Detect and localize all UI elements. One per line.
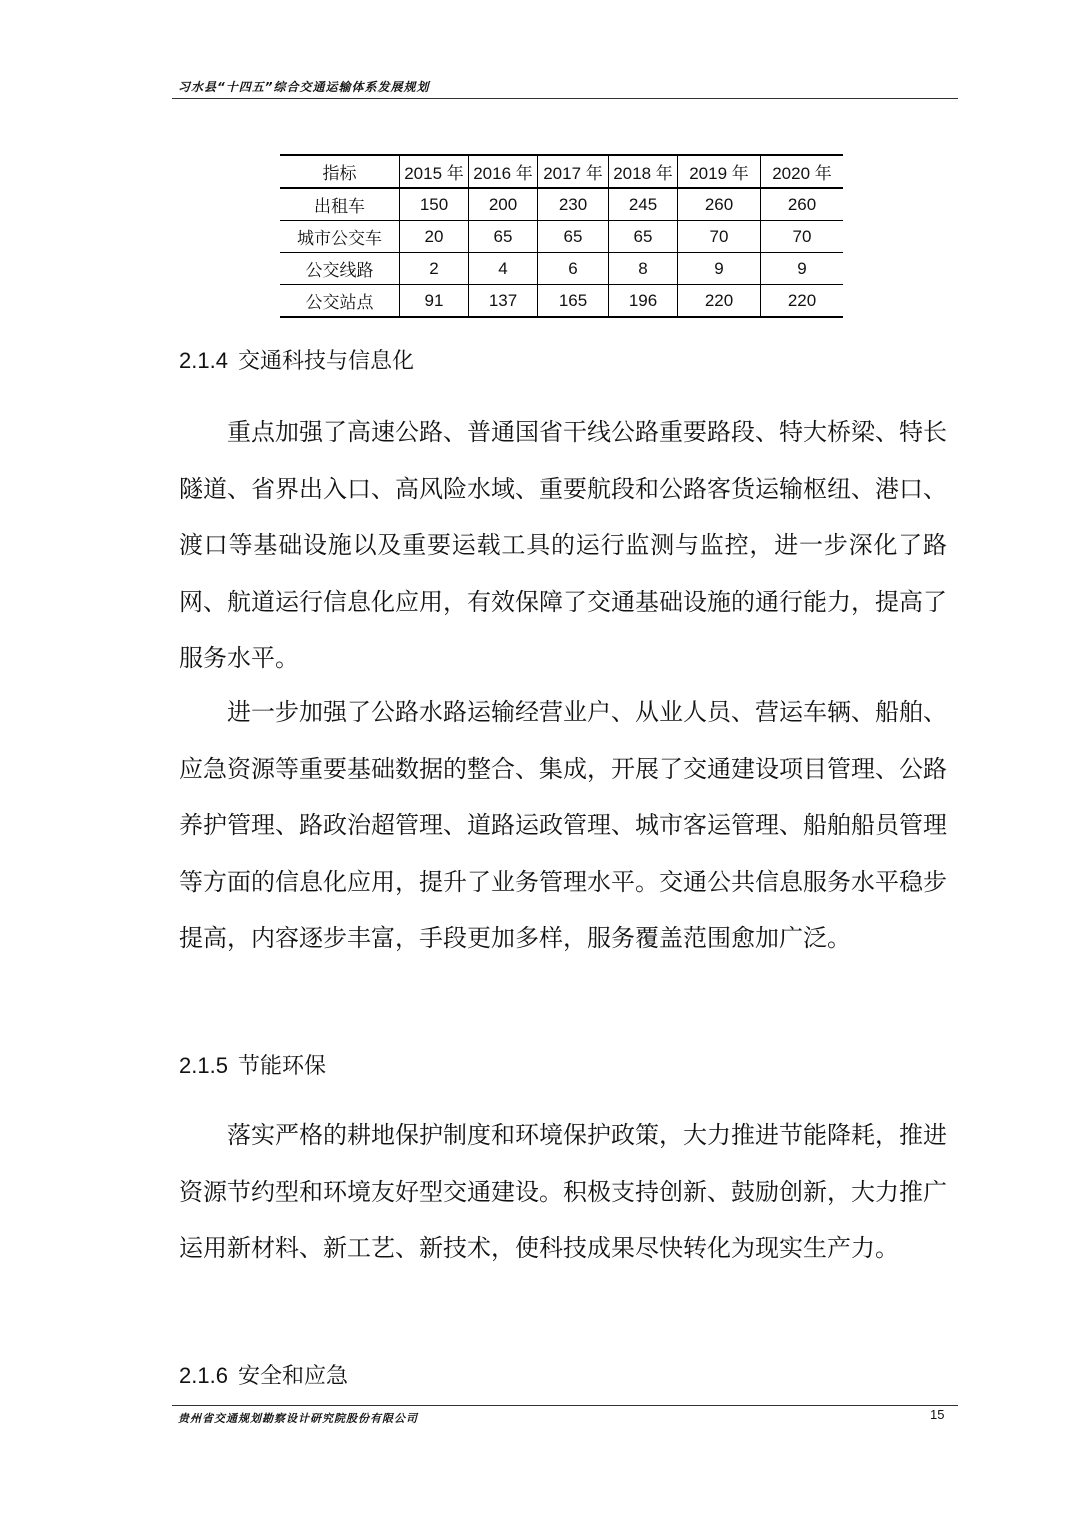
table-cell: 8 <box>609 253 678 285</box>
section-title: 节能环保 <box>237 1054 326 1079</box>
table-row <box>280 188 843 221</box>
table-header-cell: 2018 年 <box>609 155 678 188</box>
section-number: 2.1.5 <box>179 1053 228 1078</box>
body-paragraph: 进一步加强了公路水路运输经营业户、从业人员、营运车辆、船舶、应急资源等重要基础数据的整合、集成，开展了交通建设项目管理、公路养护管理、路政治超管理、道路运政管理、城市客运管理、船舶船员管理等方面的信息化应用，提升了业务管理水平。交通公共信息服务水平稳步提高，内容逐步丰富，手段更加多样，服务覆盖范围愈加广泛。 <box>179 698 947 952</box>
table-cell: 260 <box>761 188 844 221</box>
table-cell: 137 <box>469 285 538 318</box>
table-header-cell: 2017 年 <box>538 155 609 188</box>
table-header-cell: 2015 年 <box>400 155 469 188</box>
table-cell: 6 <box>538 253 609 285</box>
table-cell: 91 <box>400 285 469 318</box>
table-cell: 出租车 <box>280 188 400 221</box>
transit-stats-table <box>280 154 843 318</box>
table-cell: 9 <box>761 253 844 285</box>
table-cell: 70 <box>678 221 761 253</box>
table-cell: 70 <box>761 221 844 253</box>
section-heading-2-1-6 <box>179 1359 348 1390</box>
table-cell: 城市公交车 <box>280 221 400 253</box>
table-cell: 20 <box>400 221 469 253</box>
table-cell: 260 <box>678 188 761 221</box>
table-cell: 65 <box>609 221 678 253</box>
table-cell: 4 <box>469 253 538 285</box>
table-row <box>280 285 843 318</box>
table-cell: 2 <box>400 253 469 285</box>
table-header-row <box>280 155 843 188</box>
table-cell: 220 <box>678 285 761 318</box>
running-header-title: 习水县“十四五”综合交通运输体系发展规划 <box>178 80 430 94</box>
table-cell: 150 <box>400 188 469 221</box>
table-cell: 220 <box>761 285 844 318</box>
table-header-cell: 2016 年 <box>469 155 538 188</box>
section-number: 2.1.6 <box>179 1363 228 1388</box>
table-header-cell: 2019 年 <box>678 155 761 188</box>
table-cell: 200 <box>469 188 538 221</box>
table-cell: 230 <box>538 188 609 221</box>
table-header-cell: 2020 年 <box>761 155 844 188</box>
section-number: 2.1.4 <box>179 348 228 373</box>
section-heading-2-1-4 <box>179 344 414 375</box>
footer-rule <box>172 1405 958 1406</box>
table-cell: 公交线路 <box>280 253 400 285</box>
table-cell: 65 <box>469 221 538 253</box>
page-number: 15 <box>930 1407 945 1422</box>
table-cell: 165 <box>538 285 609 318</box>
body-paragraph: 重点加强了高速公路、普通国省干线公路重要路段、特大桥梁、特长隧道、省界出入口、高风险水域、重要航段和公路客货运输枢纽、港口、渡口等基础设施以及重要运载工具的运行监测与监控，进一步深化了路网、航道运行信息化应用，有效保障了交通基础设施的通行能力，提高了服务水平。 <box>179 418 947 672</box>
table-row <box>280 221 843 253</box>
footer-company-name: 贵州省交通规划勘察设计研究院股份有限公司 <box>178 1412 418 1425</box>
table-cell: 245 <box>609 188 678 221</box>
section-title: 安全和应急 <box>237 1364 348 1389</box>
table-cell: 196 <box>609 285 678 318</box>
table-cell: 9 <box>678 253 761 285</box>
section-title: 交通科技与信息化 <box>237 349 414 374</box>
header-rule <box>172 98 958 99</box>
table-row <box>280 253 843 285</box>
table-cell: 65 <box>538 221 609 253</box>
body-paragraph: 落实严格的耕地保护制度和环境保护政策，大力推进节能降耗，推进资源节约型和环境友好型交通建设。积极支持创新、鼓励创新，大力推广运用新材料、新工艺、新技术，使科技成果尽快转化为现实生产力。 <box>179 1121 947 1262</box>
table-cell: 公交站点 <box>280 285 400 318</box>
table-header-cell: 指标 <box>280 155 400 188</box>
section-heading-2-1-5 <box>179 1049 326 1080</box>
